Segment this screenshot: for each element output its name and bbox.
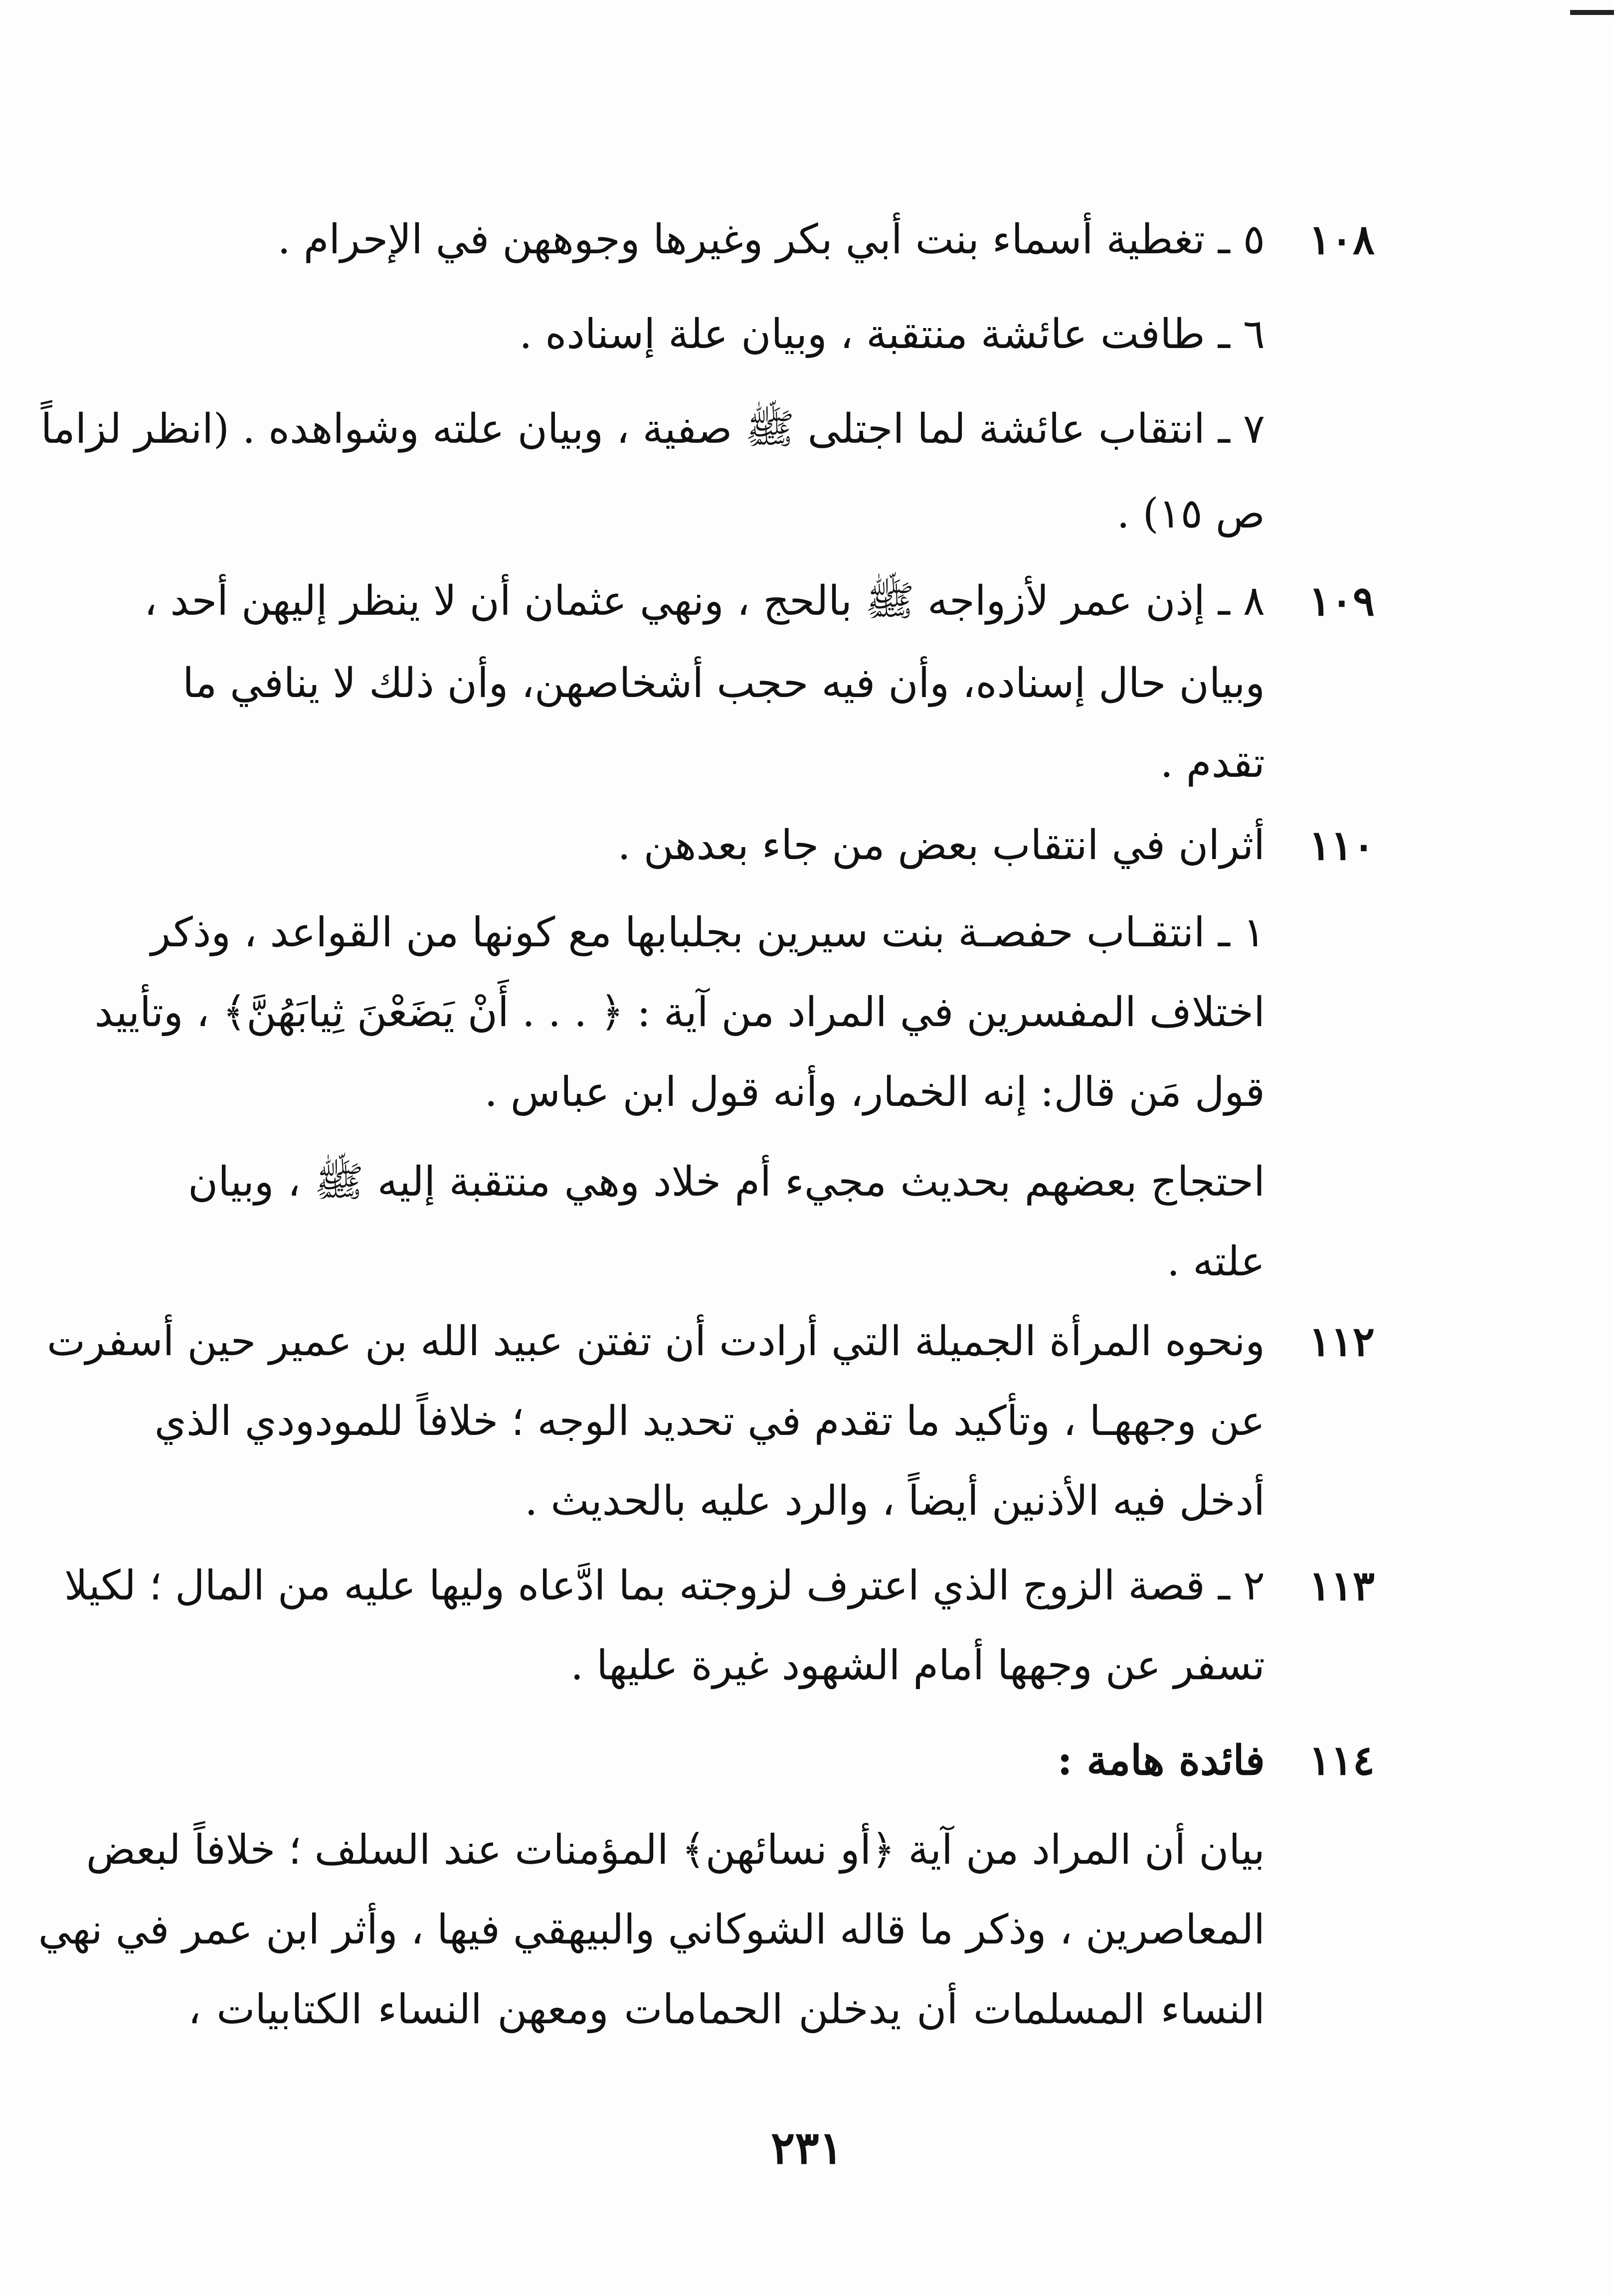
- text-line: اختلاف المفسرين في المراد من آية : ﴿ . . . أَنْ يَضَعْنَ ثِيابَهُنَّ﴾ ، وتأييد: [94, 989, 1265, 1036]
- entry-number: ١٠٨: [1308, 216, 1375, 264]
- text-line: ١ ـ انتقـاب حفصـة بنت سيرين بجلبابها مع كونها من القواعد ، وذكر: [151, 909, 1265, 956]
- text-line: ص ١٥) .: [1116, 490, 1265, 537]
- text-line: بيان أن المراد من آية ﴿أو نسائهن﴾ المؤمنات عند السلف ؛ خلافاً لبعض: [86, 1826, 1265, 1874]
- text-line: ونحوه المرأة الجميلة التي أرادت أن تفتن عبيد الله بن عمير حين أسفرت: [47, 1318, 1265, 1365]
- entry-number: ١١٢: [1308, 1318, 1375, 1366]
- entry-number: ١٠٩: [1308, 577, 1375, 625]
- text-line: أدخل فيه الأذنين أيضاً ، والرد عليه بالحديث .: [525, 1477, 1265, 1525]
- text-line: ٨ ـ إذن عمر لأزواجه ﷺ بالحج ، ونهي عثمان أن لا ينظر إليهن أحد ،: [144, 577, 1265, 625]
- entry-number: ١١٠: [1308, 822, 1375, 870]
- text-line: ٦ ـ طافت عائشة منتقبة ، وبيان علة إسناده .: [519, 311, 1265, 358]
- text-line: ٧ ـ انتقاب عائشة لما اجتلى ﷺ صفية ، وبيان علته وشواهده . (انظر لزاماً: [40, 405, 1265, 453]
- text-line: المعاصرين ، وذكر ما قاله الشوكاني والبيهقي فيها ، وأثر ابن عمر في نهي: [38, 1906, 1265, 1953]
- text-line: عن وجههـا ، وتأكيد ما تقدم في تحديد الوجه ؛ خلافاً للمودودي الذي: [154, 1398, 1265, 1445]
- text-line: ٥ ـ تغطية أسماء بنت أبي بكر وغيرها وجوههن في الإحرام .: [277, 216, 1265, 263]
- text-line: قول مَن قال: إنه الخمار، وأنه قول ابن عباس .: [484, 1068, 1265, 1116]
- text-line: وبيان حال إسناده، وأن فيه حجب أشخاصهن، وأن ذلك لا ينافي ما: [182, 660, 1265, 707]
- text-line: تقدم .: [1160, 739, 1265, 787]
- text-line: احتجاج بعضهم بحديث مجيء أم خلاد وهي منتقبة إليه ﷺ ، وبيان: [188, 1158, 1265, 1206]
- entry-number: ١١٤: [1308, 1737, 1375, 1784]
- corner-rule: [1570, 10, 1614, 15]
- text-line: ٢ ـ قصة الزوج الذي اعترف لزوجته بما ادَّعاه وليها عليه من المال ؛ لكيلا: [64, 1562, 1265, 1609]
- text-line: أثران في انتقاب بعض من جاء بعدهن .: [617, 822, 1265, 869]
- text-line: النساء المسلمات أن يدخلن الحمامات ومعهن النساء الكتابيات ،: [188, 1986, 1265, 2033]
- text-line: علته .: [1167, 1238, 1265, 1285]
- page-number: ٢٣١: [770, 2121, 844, 2174]
- entry-number: ١١٣: [1308, 1562, 1375, 1610]
- section-heading: فائدة هامة :: [1057, 1737, 1265, 1784]
- text-line: تسفر عن وجهها أمام الشهود غيرة عليها .: [570, 1642, 1265, 1689]
